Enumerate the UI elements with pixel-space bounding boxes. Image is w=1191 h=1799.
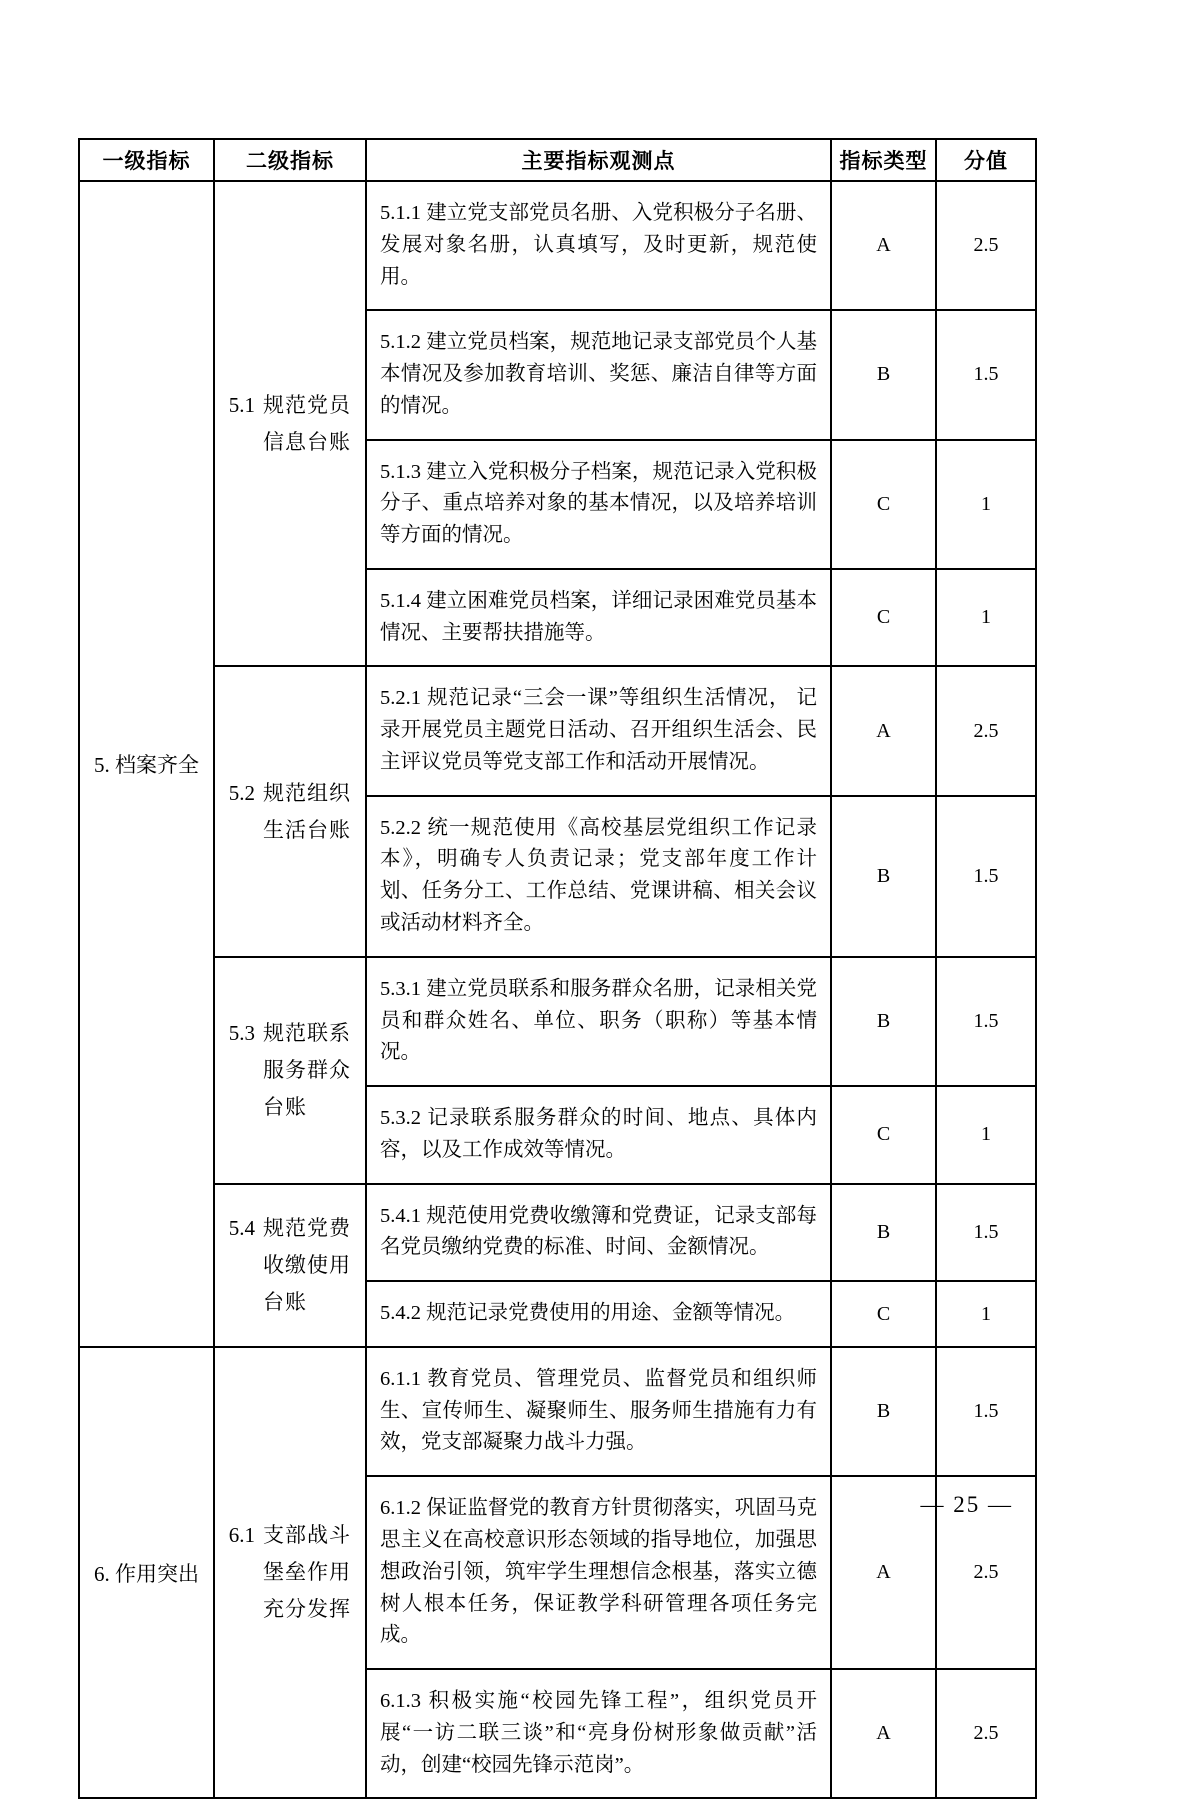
table-row bbox=[79, 666, 1036, 795]
header-level2-indicator: 二级指标 bbox=[214, 139, 366, 181]
page-number: — 25 — bbox=[920, 1492, 1013, 1517]
observation-point-cell: 6.1.2 保证监督党的教育方针贯彻落实，巩固马克思主义在高校意识形态领域的指导地位，加强思想政治引领，筑牢学生理想信念根基，落实立德树人根本任务，保证教学科研管理各项任务完成。 bbox=[366, 1476, 831, 1669]
level2-indicator-label: 规范党费收缴使用台账 bbox=[263, 1216, 352, 1314]
level2-indicator-cell bbox=[214, 181, 366, 666]
score-cell: 1.5 bbox=[936, 1184, 1036, 1282]
observation-point-cell: 5.4.2 规范记录党费使用的用途、金额等情况。 bbox=[366, 1281, 831, 1347]
level2-indicator-cell bbox=[214, 666, 366, 956]
indicator-type-cell: A bbox=[831, 1669, 936, 1798]
score-cell: 2.5 bbox=[936, 181, 1036, 310]
score-cell: 1.5 bbox=[936, 957, 1036, 1086]
level2-indicator-number: 6.1 bbox=[228, 1523, 256, 1548]
level2-indicator-label: 规范组织生活台账 bbox=[263, 780, 352, 842]
observation-point-cell: 5.1.1 建立党支部党员名册、入党积极分子名册、发展对象名册，认真填写，及时更新，规范使用。 bbox=[366, 181, 831, 310]
score-cell: 2.5 bbox=[936, 666, 1036, 795]
indicator-type-cell: C bbox=[831, 1281, 936, 1347]
observation-point-cell: 5.1.4 建立困难党员档案，详细记录困难党员基本情况、主要帮扶措施等。 bbox=[366, 569, 831, 667]
indicator-type-cell: C bbox=[831, 569, 936, 667]
level2-indicator-cell bbox=[214, 1184, 366, 1347]
indicator-type-cell: A bbox=[831, 666, 936, 795]
table-row bbox=[79, 1347, 1036, 1476]
indicator-type-cell: C bbox=[831, 1086, 936, 1184]
table-row bbox=[79, 957, 1036, 1086]
observation-point-cell: 6.1.3 积极实施“校园先锋工程”，组织党员开展“一访二联三谈”和“亮身份树形象做贡献”活动，创建“校园先锋示范岗”。 bbox=[366, 1669, 831, 1798]
table-body bbox=[79, 181, 1036, 1798]
level2-indicator-number: 5.4 bbox=[228, 1216, 256, 1241]
header-indicator-type: 指标类型 bbox=[831, 139, 936, 181]
indicator-type-cell: B bbox=[831, 957, 936, 1086]
indicator-type-cell: B bbox=[831, 1184, 936, 1282]
score-cell: 1.5 bbox=[936, 310, 1036, 439]
level2-indicator-cell bbox=[214, 1347, 366, 1798]
indicator-table bbox=[78, 138, 1037, 1799]
score-cell: 1 bbox=[936, 1281, 1036, 1347]
score-cell: 1.5 bbox=[936, 796, 1036, 957]
indicator-type-cell: B bbox=[831, 796, 936, 957]
score-cell: 1.5 bbox=[936, 1347, 1036, 1476]
table-row bbox=[79, 181, 1036, 310]
observation-point-cell: 5.3.2 记录联系服务群众的时间、地点、具体内容，以及工作成效等情况。 bbox=[366, 1086, 831, 1184]
observation-point-cell: 5.2.2 统一规范使用《高校基层党组织工作记录本》，明确专人负责记录；党支部年度工作计划、任务分工、工作总结、党课讲稿、相关会议或活动材料齐全。 bbox=[366, 796, 831, 957]
level2-indicator-label: 规范联系服务群众台账 bbox=[263, 1021, 352, 1119]
level2-indicator-number: 5.2 bbox=[228, 780, 256, 805]
indicator-type-cell: C bbox=[831, 440, 936, 569]
observation-point-cell: 5.2.1 规范记录“三会一课”等组织生活情况， 记录开展党员主题党日活动、召开组织生活会、民主评议党员等党支部工作和活动开展情况。 bbox=[366, 666, 831, 795]
level2-indicator-label: 支部战斗堡垒作用充分发挥 bbox=[263, 1523, 352, 1621]
score-cell: 1 bbox=[936, 569, 1036, 667]
table-header-row bbox=[79, 139, 1036, 181]
observation-point-cell: 5.4.1 规范使用党费收缴簿和党费证，记录支部每名党员缴纳党费的标准、时间、金额情况。 bbox=[366, 1184, 831, 1282]
indicator-type-cell: B bbox=[831, 310, 936, 439]
header-level1-indicator: 一级指标 bbox=[79, 139, 214, 181]
indicator-type-cell: A bbox=[831, 181, 936, 310]
score-cell: 2.5 bbox=[936, 1476, 1036, 1669]
score-cell: 2.5 bbox=[936, 1669, 1036, 1798]
table-header bbox=[79, 139, 1036, 181]
observation-point-cell: 5.3.1 建立党员联系和服务群众名册，记录相关党员和群众姓名、单位、职务（职称）等基本情况。 bbox=[366, 957, 831, 1086]
header-observation-point: 主要指标观测点 bbox=[366, 139, 831, 181]
level1-indicator-cell: 5. 档案齐全 bbox=[79, 181, 214, 1347]
score-cell: 1 bbox=[936, 1086, 1036, 1184]
level1-indicator-cell: 6. 作用突出 bbox=[79, 1347, 214, 1798]
indicator-type-cell: B bbox=[831, 1347, 936, 1476]
table-row bbox=[79, 1184, 1036, 1282]
header-score: 分值 bbox=[936, 139, 1036, 181]
level2-indicator-cell bbox=[214, 957, 366, 1184]
level2-indicator-number: 5.1 bbox=[228, 392, 256, 417]
indicator-type-cell: A bbox=[831, 1476, 936, 1669]
observation-point-cell: 6.1.1 教育党员、管理党员、监督党员和组织师生、宣传师生、凝聚师生、服务师生措施有力有效，党支部凝聚力战斗力强。 bbox=[366, 1347, 831, 1476]
level2-indicator-label: 规范党员信息台账 bbox=[263, 392, 352, 454]
observation-point-cell: 5.1.3 建立入党积极分子档案，规范记录入党积极分子、重点培养对象的基本情况，以及培养培训等方面的情况。 bbox=[366, 440, 831, 569]
level2-indicator-number: 5.3 bbox=[228, 1021, 256, 1046]
observation-point-cell: 5.1.2 建立党员档案，规范地记录支部党员个人基本情况及参加教育培训、奖惩、廉洁自律等方面的情况。 bbox=[366, 310, 831, 439]
score-cell: 1 bbox=[936, 440, 1036, 569]
